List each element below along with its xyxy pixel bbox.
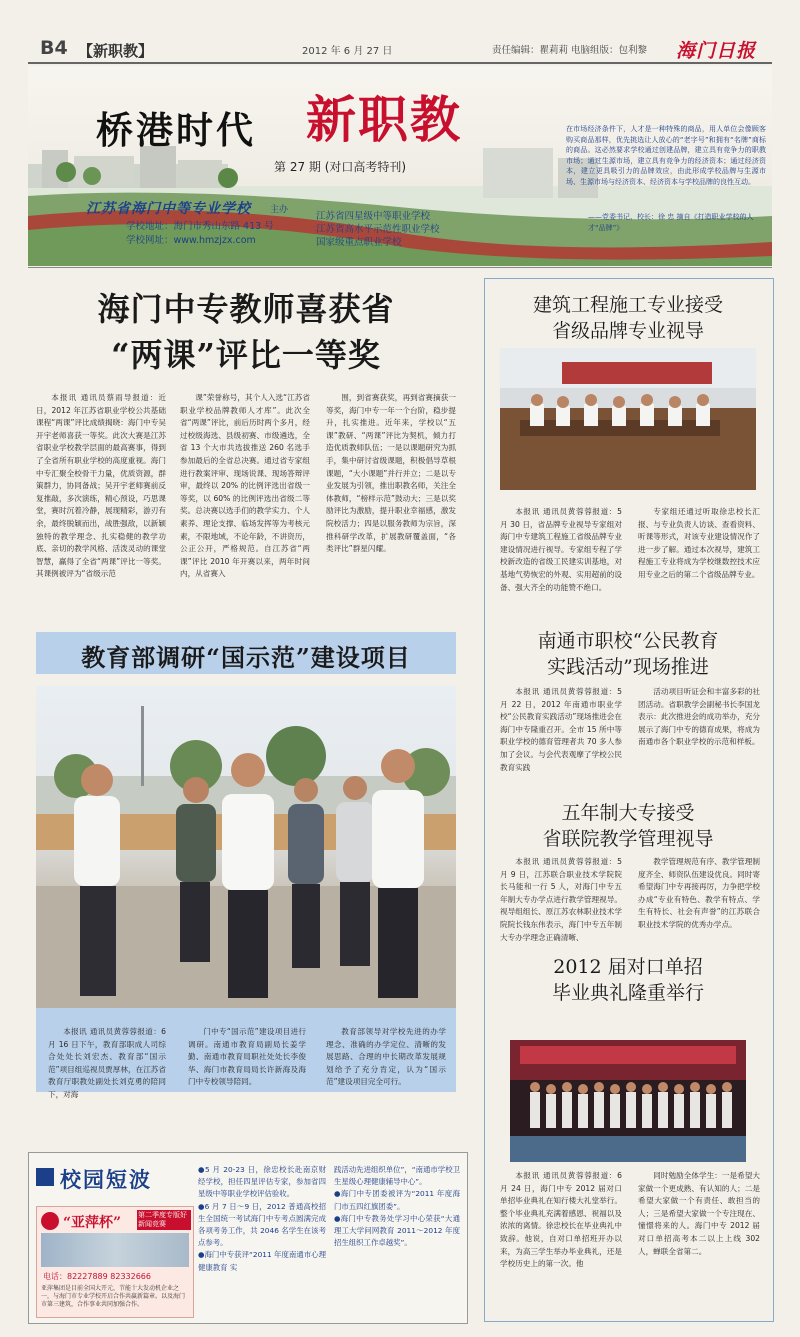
honor-1: 江苏省四星级中等职业学校	[316, 211, 431, 222]
newspaper-logo: 海门日报	[676, 40, 757, 62]
ad-logo-icon	[41, 1212, 59, 1230]
ad-phone: 电话：82227889 82332666	[43, 1272, 151, 1281]
article6-col1-text: 本报讯 通讯员黄蓉蓉报道：6 月 24 日，海门中专 2012 届对口单招毕业典礼在知行楼大礼堂举行。整个毕业典礼充满着感恩、祝福以及浓浓的离情。徐忠校长在毕业典礼中致辞。他说，自对口单招班开办以来，为高三学生举办毕业典礼，还是学校历史上的第一次。他	[500, 1171, 622, 1269]
article6-photo	[510, 1040, 746, 1162]
article2-photo	[36, 686, 456, 1008]
article1-col1	[36, 392, 166, 618]
honor-3: 国家级重点职业学校	[316, 237, 402, 248]
school-website[interactable]: 学校网址：www.hmzjzx.com	[126, 235, 256, 246]
article1-col3	[326, 392, 456, 618]
issue-date: 2012 年 6 月 27 日	[302, 46, 393, 57]
sponsor-suffix: 主办	[270, 205, 289, 215]
article6-col2-text: 同时勉励全体学生：一是希望大家做一个更成熟、有认知的人；二是希望大家做一个有责任、敢担当的人；三是希望大家做一个专注现在、憧憬将来的人。海门中专 2012 届对口单招高考本二以上上线 302 人，蝉联全省第二。	[638, 1171, 760, 1256]
article3-col2-text: 专家组还通过听取徐忠校长汇报、与专业负责人访谈、查看资料、听课等形式，对该专业建设情况作了进一步了解。通过本次视导，建筑工程施工专业将成为学校继数控技术应用专业之后的第二个省级品牌专业。	[638, 507, 760, 579]
banner	[28, 66, 772, 266]
campus-item-5: ●海门中专团委被评为“2011 年度海门市五四红旗团委”。	[334, 1189, 460, 1211]
campus-news-col2	[334, 1164, 460, 1316]
campus-item-3: ●海门中专获评“2011 年度南通市心理健康教育 实	[198, 1250, 326, 1272]
campus-news-title: 校园短波	[60, 1167, 152, 1192]
banner-title-left: 桥港时代	[96, 108, 256, 152]
article3-headline-line2: 省级品牌专业视导	[551, 320, 704, 342]
issue-number: 第 27 期 (对口高考特刊)	[274, 160, 407, 174]
meeting-photo-illustration	[500, 348, 756, 490]
article2-col3-text: 教育部领导对学校先进的办学理念、准确的办学定位、清晰的发展思路、合理的中长期改革发展规划给予了充分肯定，认为“国示范”建设项目完全可行。	[326, 1027, 446, 1087]
article2-col1-text: 本报讯 通讯员黄蓉蓉报道：6 月 16 日下午，教育部职成人司综合处处长刘宏杰、教育部“国示范”项目组巡视员贾厚林，在江苏省教育厅职教处副处长刘克勇的陪同下，对海	[48, 1027, 166, 1099]
banner-title-right: 新职教	[306, 90, 462, 149]
article5-col1-text: 本报讯 通讯员黄蓉蓉报道：5 月 9 日，江苏联合职业技术学院院长马能和一行 5 人，对海门中专五年制大专办学点进行教学管理视导。视导组组长、原江苏农林职业技术学院院长钱东伟表示，海门中专五年制大专办学理念正确清晰、	[500, 857, 622, 942]
article6-col1	[500, 1170, 622, 1310]
article1-col2	[180, 392, 310, 618]
article5-col1	[500, 856, 622, 946]
article4-col2-text: 活动项目听证会和丰富多彩的社团活动。省职教学会副秘书长李国龙表示：此次推进会的成功举办，充分展示了海门中专的德育成果，将成为南通市各个职业学校的示范和样板。	[638, 687, 760, 747]
article3-photo	[500, 348, 756, 490]
campus-news-col1	[198, 1164, 326, 1316]
section-label: 【新职教】	[78, 42, 154, 60]
campus-news-icon	[36, 1168, 54, 1186]
article3-col2	[638, 506, 760, 606]
campus-ad	[36, 1206, 194, 1318]
article1-col2-text: 课”荣誉称号，其个人入选“江苏省职业学校品牌教师人才库”。此次全省“两课”评比，前后历时两个多月，经过校级海选、县级初赛、市级遴选，全省 13 个大市共选拔推送 260 名选手参加最后的全省总决赛。通过省专家组进行教案评审、现场说课、现场答辩评审，最终以 20% 的比例评选出省级一等奖，以 60% 的比例评选出省级二等奖。总决赛以选手们的教学实力、个人素养、理论支撑、临场发挥等为考核元素，不限地域，不论年龄，不讲资历，公正公开，严格规范。自江苏省“两课”评比 2010 年开赛以来，两年时间内，从省赛入	[180, 393, 310, 579]
header-rule	[28, 62, 772, 64]
article4-col1-text: 本报讯 通讯员黄蓉蓉报道：5 月 22 日，2012 年南通市职业学校“公民教育实践活动”现场推进会在海门中专隆重召开。全市 15 所中等职业学校的德育管理者共 70 多人参加了会议。与会代表观摩了学校公民教育实践	[500, 687, 622, 772]
article3-col1	[500, 506, 622, 606]
banner-rule	[28, 267, 772, 268]
article6-headline-line1: 2012 届对口单招	[553, 956, 703, 978]
school-address: 学校地址：海门市秀山东路 413 号	[126, 221, 274, 232]
article1-col3-text: 围，到省赛获奖，再到省赛摘获一等奖，海门中专一年一个台阶，稳步提升，扎实推进。近年来，学校以“五课”教研、“两课”评比为契机，倾力打造优质教师队伍；一是以课题研究为抓手，集中研讨省级课题，积极倡导草根课题，“大小课题”并行并立；二是以专业发展为引领，推出职教名师，关注全体教师，“榜样示范”鼓动大；三是以奖励评比为激励，提升职业幸福感，激发院校活力；四是以服务教师为宗旨，深推科研学改革，扩展教研覆盖面，“各类评比”群星闪耀。	[326, 393, 456, 554]
visit-photo-illustration	[36, 686, 456, 1008]
article2-col3	[326, 1026, 446, 1092]
ad-brand: “亚萍杯”	[63, 1215, 122, 1231]
editors-line: 责任编辑：瞿莉莉 电脑组版：包利黎	[492, 45, 648, 56]
article2-col1	[48, 1026, 166, 1099]
ad-photo	[41, 1233, 189, 1267]
principal-quote: 在市场经济条件下，人才是一种特殊的商品，用人单位会像顾客购买商品那样，优先挑选让人放心的“老字号”和拥有“名牌”商标的商品。这必然要求学校通过创建品牌，建立具有竞争力的职教市场；通过生源市场，建立具有竞争力的经济资本；通过经济资本，建立更具吸引力的品牌效应，由此形成学校品牌与生源市场、生源市场与经济资本、经济资本与学校品牌的良性互动。	[566, 125, 766, 186]
article5-headline-line1: 五年制大专接受	[561, 802, 695, 824]
article3-col1-text: 本报讯 通讯员黄蓉蓉报道：5 月 30 日，省品牌专业视导专家组对海门中专建筑工程施工省级品牌专业建设情况进行视导。专家组专程了学校新改造的省级工民建实训基地，对基地气势恢宏的外观、实用超前的设备、强大齐全的功能赞不绝口。	[500, 507, 622, 592]
article4-headline-line1: 南通市职校“公民教育	[537, 630, 719, 652]
campus-item-2: ●6 月 7 日～9 日，2012 普通高校招生全国统一考试海门中专考点圆满完成各项考务工作，共 2046 名学生在该考点参考。	[198, 1201, 326, 1248]
article2-col2-text: 门中专“国示范”建设项目进行调研。南通市教育局副局长姜学勤、南通市教育局职社处处长李俊华、海门市教育局局长许新海及海门中专校领导陪同。	[188, 1027, 306, 1087]
campus-item-6: ●海门中专教务处学习中心荣获“大通理工大学问网教育 2011～2012 年度招生组织工作卓越奖”。	[334, 1213, 460, 1248]
honor-2: 江苏省高水平示范性职业学校	[316, 224, 440, 235]
article2-col2	[188, 1026, 306, 1092]
page-number: B4	[40, 37, 68, 59]
article1-col1-text: 本报讯 通讯员蔡雨导报道：近日，2012 年江苏省职业学校公共基础课程“两课”评比成绩揭晓：海门中专吴开宇老师喜获一等奖。此次大赛是江苏省职业学校教学层面的最高赛事，得到了全省所有职业学校的高度重视。海门中专汇聚全校骨干力量，优质资源，群策群力，协同备战；吴开宇老师赛前反复推敲，多次演练，精心预设，巧思课堂，赛时沉着冷静，展现精彩，游刃有余，最终脱颖而出，战胜强敌，以新颖独特的教学理念、扎实稳健的教学功底、亲切的教学风格、活泼灵动的课堂智慧，赢得了全省“两课”评比一等奖。其课例被评为“省级示范	[36, 393, 166, 579]
article3-headline-line1: 建筑工程施工专业接受	[532, 294, 723, 316]
article1-headline-line1: 海门中专教师喜获省	[97, 290, 395, 328]
article5-col2	[638, 856, 760, 946]
article5-col2-text: 教学管理规范有序、教学管理制度齐全、师资队伍建设优良。同时寄希望海门中专再接再厉，力争把学校办成“专业有特色、教学有特点、学生有特长、社会有声誉”的江苏联合职业技术学院的优秀办学点。	[638, 857, 760, 929]
ad-text: 亚萍集团是目前全国大开元，节能十大发动机企业之一，与海门市专业学校开启合作共赢新篇章。以及海门市第三建筑，合作事业共同加强合作。	[41, 1285, 186, 1308]
article6-col2	[638, 1170, 760, 1310]
campus-item-1: ●5 月 20-23 日，徐忠校长赴南京财经学校，担任四星评估专家，参加省四星级中等职业学校评估验收。	[198, 1165, 326, 1199]
article4-headline-line2: 实践活动”现场推进	[547, 656, 709, 678]
article5-headline-line2: 省联院教学管理视导	[542, 828, 714, 850]
article2-headline: 教育部调研“国示范”建设项目	[81, 643, 411, 672]
campus-item-4: 践活动先进组织单位”，“南通市学校卫生星级心理健康辅导中心”。	[334, 1165, 460, 1187]
article1-headline-line2: “两课”评比一等奖	[111, 336, 381, 374]
article6-headline-line2: 毕业典礼隆重举行	[551, 982, 704, 1004]
ceremony-photo-illustration	[510, 1040, 746, 1162]
article4-col2	[638, 686, 760, 774]
article4-col1	[500, 686, 622, 774]
school-name: 江苏省海门中等专业学校	[86, 201, 251, 217]
quote-source: ——党委书记、校长：徐 忠 摘自《打造职业学校的人才“品牌”》	[588, 213, 754, 232]
ad-sub: 第二季度专版好新闻竞赛	[137, 1210, 191, 1230]
